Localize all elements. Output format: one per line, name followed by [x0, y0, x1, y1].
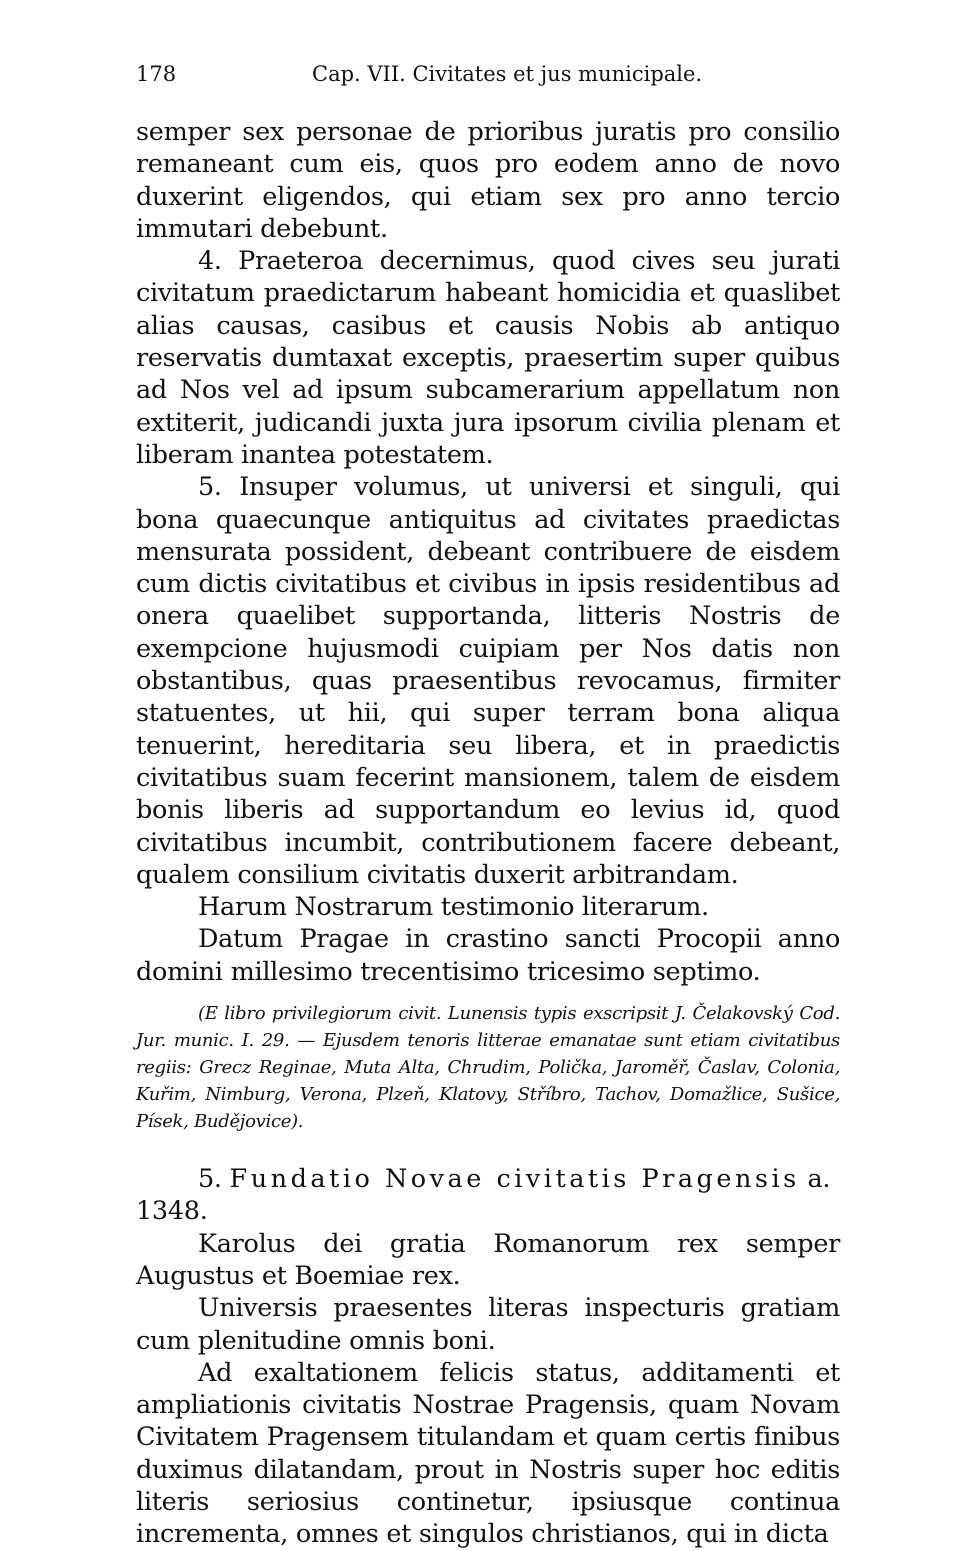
section-heading — [136, 1163, 840, 1228]
paragraph-salutatio: Universis praesentes literas inspecturis gratiam cum plenitudine omnis boni. — [136, 1293, 840, 1356]
page-number: 178 — [136, 62, 177, 86]
page-header — [136, 62, 840, 92]
paragraph-article-4: 4. Praeteroa decernimus, quod cives seu jurati civitatum praedictarum habeant homicidia et quaslibet alias causas, casibus et causis Nobis ab antiquo reservatis dumtaxat exceptis, praesertim super quibus ad Nos vel ad ipsum subcamerarium appellatum non extiterit, judicandi juxta jura ipsorum civilia plenam et liberam inantea potestatem. — [136, 246, 840, 470]
page-body — [136, 116, 840, 1551]
paragraph-testimony: Harum Nostrarum testimonio literarum. — [198, 892, 709, 923]
paragraph-intitulatio: Karolus dei gratia Romanorum rex semper Augustus et Boemiae rex. — [136, 1228, 840, 1291]
paragraph-arenga: Ad exaltationem felicis status, additamenti et ampliationis civitatis Nostrae Pragensis, quam Novam Civitatem Pragensem titulandam et quam certis finibus duximus dilatandam, prout in Nostris super hoc editis literis seriosius continetur, ipsiusque continua incrementa, omnes et singulos christianos, qui in dicta — [136, 1357, 840, 1550]
section-title: Fundatio Novae civitatis Pragensis — [229, 1164, 800, 1195]
paragraph-continuation: semper sex personae de prioribus juratis pro consilio remaneant cum eis, quos pro eodem anno de novo duxerint eligendos, qui etiam sex pro anno tercio immutari debebunt. — [136, 117, 840, 244]
paragraph-datum: Datum Pragae in crastino sancti Procopii anno domini millesimo trecentisimo tricesimo septimo. — [136, 924, 840, 987]
paragraph-article-5: 5. Insuper volumus, ut universi et singuli, qui bona quaecunque antiquitus ad civitates praedictas mensurata possident, debeant contribuere de eisdem cum dictis civitatibus et civibus in ipsis residentibus ad onera quaelibet supportanda, litteris Nostris de exempcione hujusmodi cuipiam per Nos datis non obstantibus, quas praesentibus revocamus, firmiter statuentes, ut hii, qui super terram bona aliqua tenuerint, hereditaria seu libera, et in praedictis civitatibus suam fecerint mansionem, talem de eisdem bonis liberis ad supportandum eo levius id, quod civitatibus incumbit, contributionem facere debeant, qualem consilium civitatis duxerit arbitrandam. — [136, 472, 840, 890]
section-year: a. 1348. — [136, 1164, 831, 1227]
source-note: (E libro privilegiorum civit. Lunensis typis exscripsit J. Čelakovský Cod. Jur. munic. I. 29. — Ejusdem tenoris litterae emanatae sunt etiam civitatibus regiis: Grecz Reginae, Muta Alta, Chrudim, Polička, Jaroměř, Časlav, Colonia, Kuřim, Nimburg, Verona, Plzeň, Klatovy, Stříbro, Tachov, Domažlice, Sušice, Písek, Budějovice). — [136, 1003, 840, 1133]
section-number: 5. — [198, 1164, 222, 1195]
running-title: Cap. VII. Civitates et jus municipale. — [312, 62, 703, 86]
